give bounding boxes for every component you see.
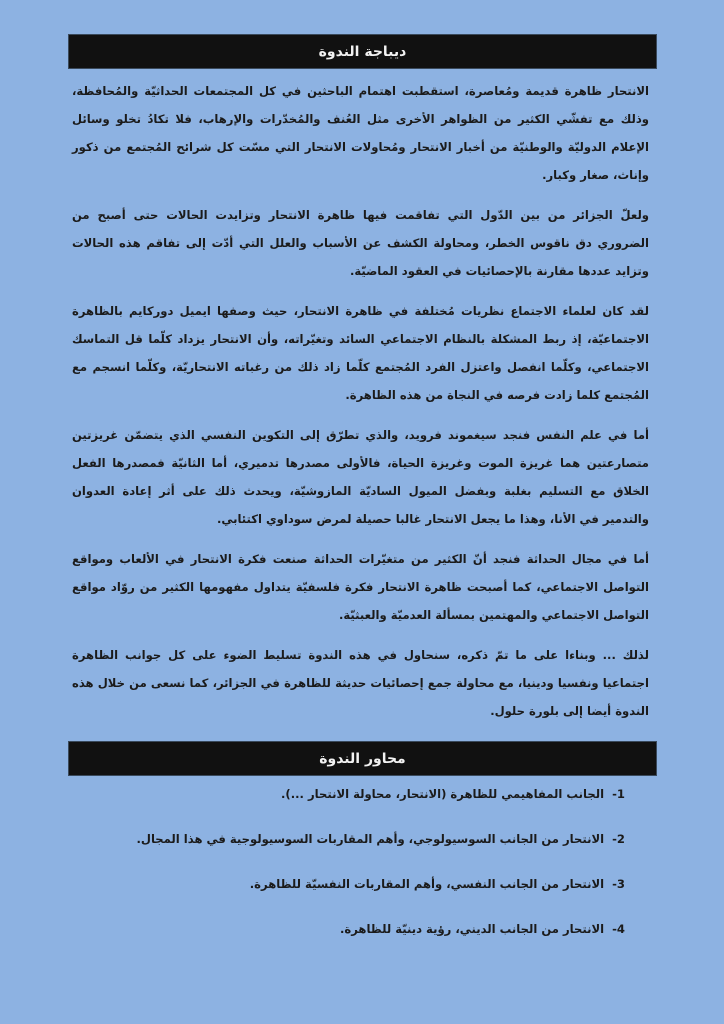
preamble-paragraph-1: الانتحار ظاهرة قديمة ومُعاصرة، استقطبت اهتمام الباحثين في كل المجتمعات الحداثيّة والمُحافظة، وذلك مع تفشّي الكثير من الظواهر الأخرى مثل العُنف والمُخدّرات والإرهاب، فلا تكادُ تخلو وسائل الإعلام الدوليّة والوطنيّة من أخبار الانتحار ومُحاولات الانتحار التي مسّت كل شرائح المُجتمع من ذكور وإناث، صغار وكبار. xyxy=(72,84,649,182)
axis-number: -1 xyxy=(612,787,625,801)
preamble-paragraph-5: أما في مجال الحداثة فنجد أنّ الكثير من متغيّرات الحداثة صنعت فكرة الانتحار في الألعاب ومواقع التواصل الاجتماعي، كما أصبحت ظاهرة الانتحار فكرة فلسفيّة يتداول مفهومها الكثير من روّاد مواقع التواصل الاجتماعي والمهتمين بمسألة العدميّة والعبثيّة. xyxy=(72,552,649,622)
preamble-heading: ديباجة الندوة xyxy=(68,34,657,69)
axis-text: الجانب المفاهيمي للظاهرة (الانتحار، محاولة الانتحار ...). xyxy=(281,787,605,801)
axis-text: الانتحار من الجانب السوسيولوجي، وأهم المقاربات السوسيولوجية في هذا المجال. xyxy=(136,832,605,846)
axis-item-1 xyxy=(68,786,625,802)
axes-heading: محاور الندوة xyxy=(68,741,657,776)
axes-section xyxy=(68,741,657,937)
axis-number: -4 xyxy=(612,922,625,936)
axis-text: الانتحار من الجانب الديني، رؤية دينيّة للظاهرة. xyxy=(339,922,605,936)
axis-item-4 xyxy=(68,921,625,937)
axis-item-3 xyxy=(68,876,625,892)
preamble-paragraph-2: ولعلّ الجزائر من بين الدّول التي تفاقمت فيها ظاهرة الانتحار وتزايدت الحالات حتى أصبح من الضروري دق ناقوس الخطر، ومحاولة الكشف عن الأسباب والعلل التي أدّت إلى تفاقم هذه الحالات وتزايد عددها مقارنة بالإحصائيات في العقود الماضيّة. xyxy=(72,208,649,278)
preamble-section xyxy=(68,34,657,725)
axis-number: -3 xyxy=(612,877,625,891)
axis-text: الانتحار من الجانب النفسي، وأهم المقاربات النفسيّة للظاهرة. xyxy=(249,877,605,891)
axes-list xyxy=(68,786,657,937)
axis-item-2 xyxy=(68,831,625,847)
axis-number: -2 xyxy=(612,832,625,846)
document-page xyxy=(68,34,657,966)
preamble-paragraph-3: لقد كان لعلماء الاجتماع نظريات مُختلفة في ظاهرة الانتحار، حيث وصفها ايميل دوركايم بالظاهرة الاجتماعيّة، إذ ربط المشكلة بالنظام الاجتماعي السائد وتغيّراته، وأن الانتحار يزداد كلّما قل التماسك الاجتماعي، وكلّما انفصل واعتزل الفرد المُجتمع كلّما زاد ذلك من رغباته الانتحاريّة، وكلّما انسجم مع المُجتمع كلما زادت فرصه في النجاة من هذه الظاهرة. xyxy=(72,304,649,402)
preamble-paragraph-6: لذلك ... وبناءا على ما تمّ ذكره، سنحاول في هذه الندوة تسليط الضوء على كل جوانب الظاهرة اجتماعيا ونفسيا ودينيا، مع محاولة جمع إحصائيات حديثة للظاهرة في الجزائر، كما نسعى من خلال هذه الندوة أيضا إلى بلورة حلول. xyxy=(72,648,649,718)
preamble-paragraph-4: أما في علم النفس فنجد سيغموند فرويد، والذي تطرّق إلى التكوين النفسي الذي يتضمّن غريزتين متصارعتين هما غريزة الموت وغريزة الحياة، فالأولى مصدرها تدميري، أما الثانيّة فمصدرها الفعل الخلاق مع التسليم بغلبة وبفضل الميول الساديّة المازوشيّة، ويحدث ذلك على أثر إعادة العدوان والتدمير في الأنا، وهذا ما يجعل الانتحار غالبا حصيلة لمرض سوداوي اكتئابي. xyxy=(72,428,649,526)
